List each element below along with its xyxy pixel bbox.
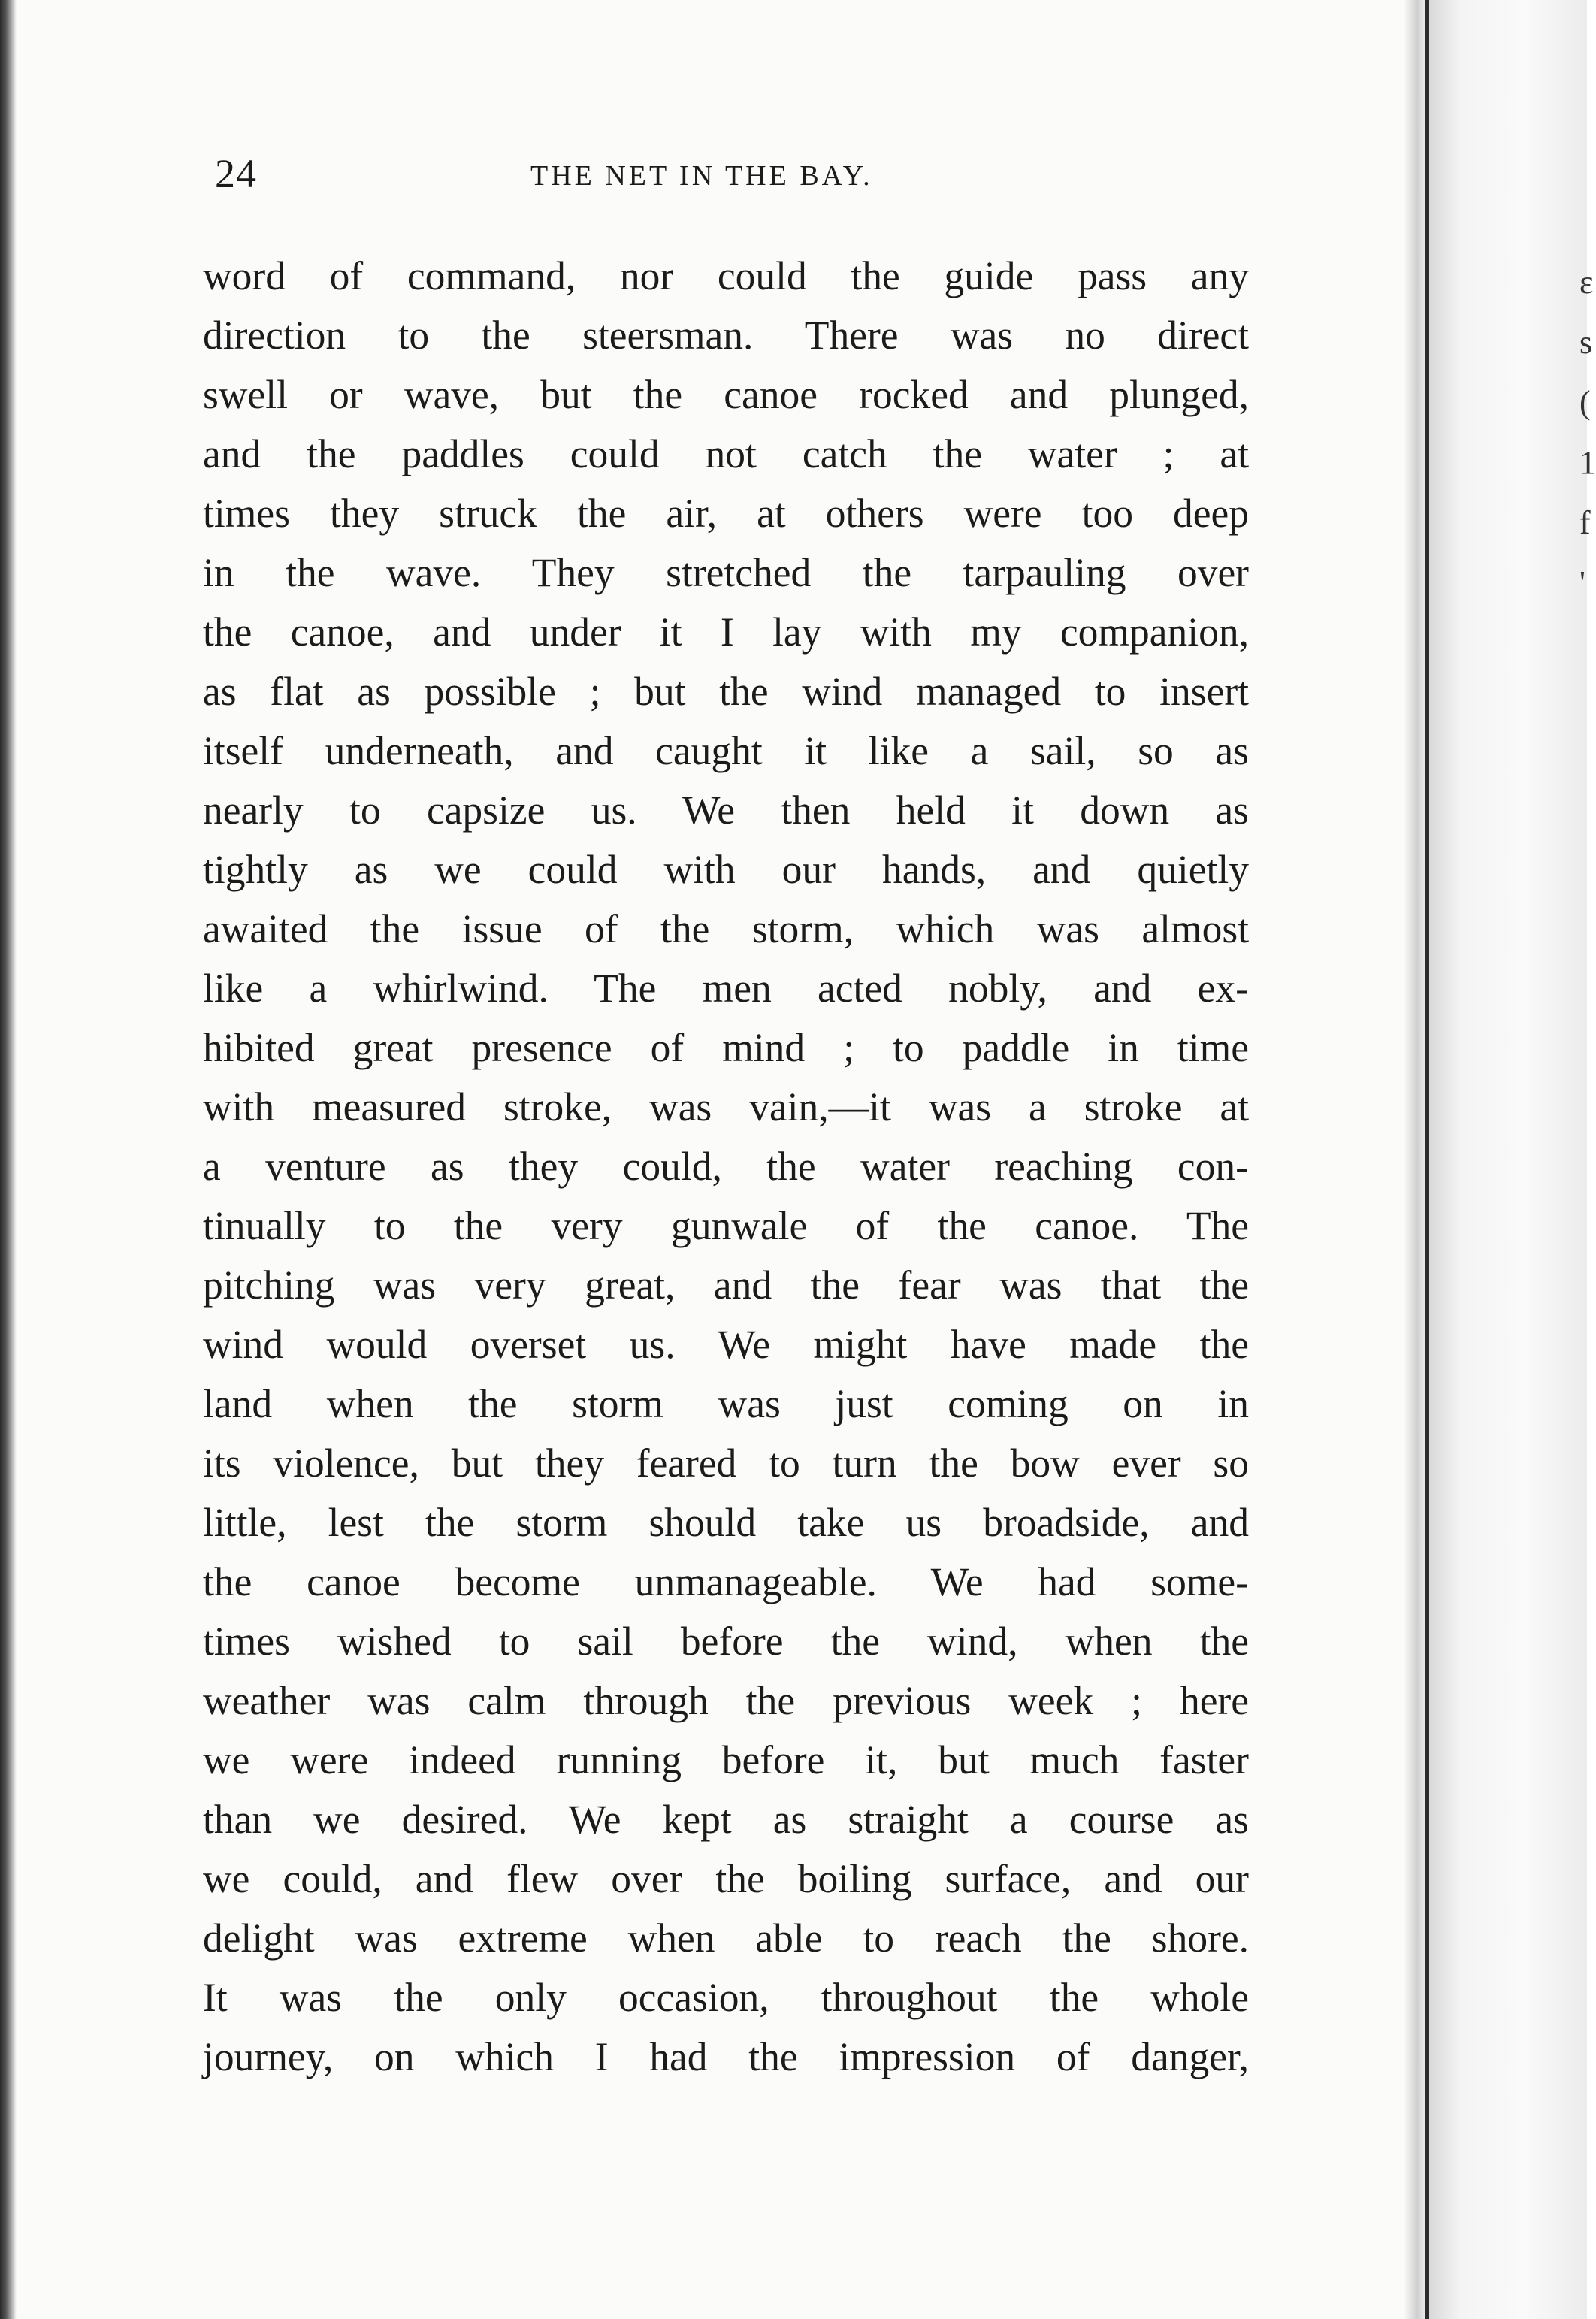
page-number: 24 (215, 151, 257, 196)
text-line: like a whirlwind. The men acted nobly, and ex- (203, 966, 1249, 1011)
body-text (203, 246, 1249, 2087)
text-line: a venture as they could, the water reaching con- (203, 1144, 1249, 1189)
text-line: journey, on which I had the impression of danger, (203, 2034, 1249, 2079)
page-header (215, 150, 1259, 203)
text-line: direction to the steersman. There was no direct (203, 313, 1249, 358)
text-line: with measured stroke, was vain,—it was a stroke at (203, 1084, 1249, 1129)
text-line: itself underneath, and caught it like a sail, so as (203, 728, 1249, 773)
text-line: times they struck the air, at others were too deep (203, 491, 1249, 536)
text-line: land when the storm was just coming on in (203, 1381, 1249, 1426)
text-line: than we desired. We kept as straight a course as (203, 1797, 1249, 1842)
binding-shadow (0, 0, 17, 2319)
edge-char: s (1579, 324, 1593, 361)
text-line: in the wave. They stretched the tarpauling over (203, 550, 1249, 595)
edge-char: ' (1579, 564, 1585, 601)
text-line: It was the only occasion, throughout the whole (203, 1975, 1249, 2020)
running-head: THE NET IN THE BAY. (530, 160, 873, 192)
text-line: hibited great presence of mind ; to paddle in time (203, 1025, 1249, 1070)
text-line: awaited the issue of the storm, which was almost (203, 906, 1249, 951)
edge-char: f (1579, 504, 1591, 541)
text-line: we could, and flew over the boiling surface, and our (203, 1856, 1249, 1901)
text-line: tightly as we could with our hands, and quietly (203, 847, 1249, 892)
text-line: wind would overset us. We might have made the (203, 1322, 1249, 1367)
text-line: pitching was very great, and the fear was that the (203, 1262, 1249, 1308)
text-line: times wished to sail before the wind, when the (203, 1619, 1249, 1664)
text-line: we were indeed running before it, but much faster (203, 1737, 1249, 1782)
text-line: swell or wave, but the canoe rocked and plunged, (203, 372, 1249, 417)
text-line: little, lest the storm should take us broadside, and (203, 1500, 1249, 1545)
text-line: the canoe, and under it I lay with my companion, (203, 609, 1249, 655)
text-line: word of command, nor could the guide pass any (203, 253, 1249, 298)
edge-char: 1 (1579, 444, 1596, 481)
text-line: as flat as possible ; but the wind managed to insert (203, 669, 1249, 714)
text-line: delight was extreme when able to reach the shore. (203, 1915, 1249, 1961)
text-line: weather was calm through the previous week ; here (203, 1678, 1249, 1723)
edge-char: ε (1579, 264, 1594, 301)
text-line: and the paddles could not catch the water ; at (203, 431, 1249, 476)
text-line: its violence, but they feared to turn the bow ever so (203, 1441, 1249, 1486)
text-line: the canoe become unmanageable. We had some- (203, 1559, 1249, 1604)
text-line: tinually to the very gunwale of the canoe. The (203, 1203, 1249, 1248)
facing-page-edge (1429, 0, 1596, 2319)
text-line: nearly to capsize us. We then held it down as (203, 788, 1249, 833)
edge-char: ( (1579, 384, 1591, 421)
